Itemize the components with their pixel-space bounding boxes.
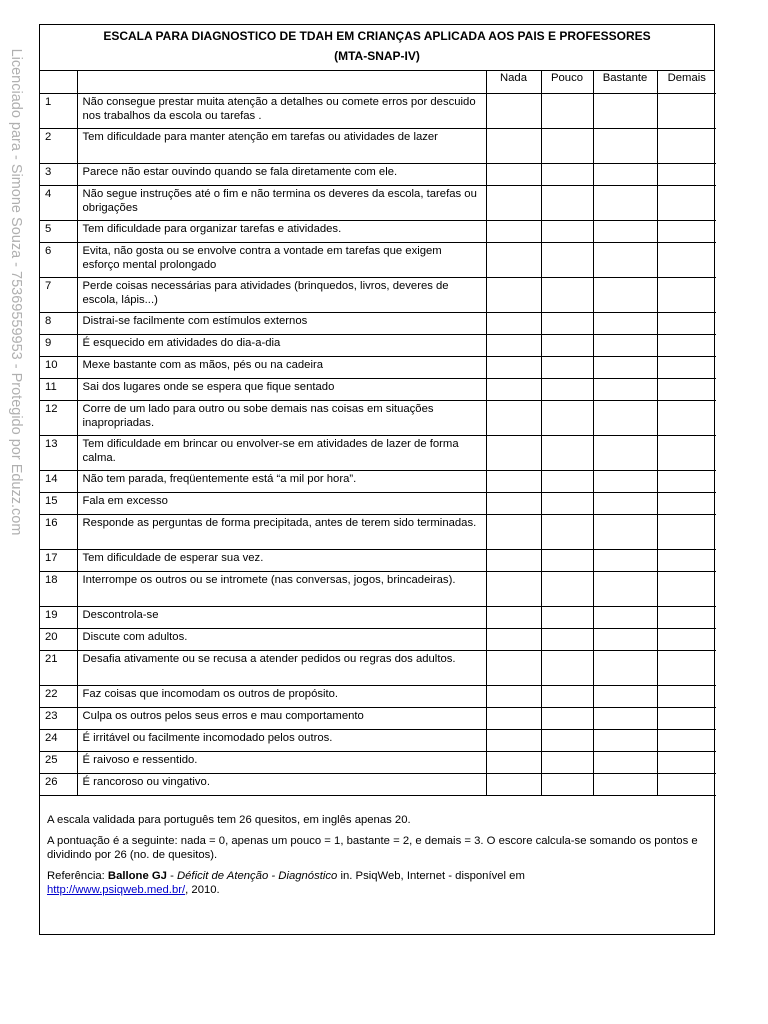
item-question: É rancoroso ou vingativo. — [77, 773, 486, 795]
item-number: 5 — [40, 220, 77, 242]
answer-cell-bastante[interactable] — [593, 312, 657, 334]
answer-cell-bastante[interactable] — [593, 729, 657, 751]
answer-cell-pouco[interactable] — [541, 707, 593, 729]
item-question: Discute com adultos. — [77, 628, 486, 650]
answer-cell-nada[interactable] — [486, 242, 541, 277]
answer-cell-demais[interactable] — [657, 128, 716, 163]
answer-cell-nada[interactable] — [486, 729, 541, 751]
answer-cell-nada[interactable] — [486, 93, 541, 128]
answer-cell-bastante[interactable] — [593, 220, 657, 242]
item-question: Culpa os outros pelos seus erros e mau comportamento — [77, 707, 486, 729]
answer-cell-bastante[interactable] — [593, 773, 657, 795]
answer-cell-bastante[interactable] — [593, 751, 657, 773]
table-row — [40, 650, 716, 685]
answer-cell-demais[interactable] — [657, 220, 716, 242]
answer-cell-bastante[interactable] — [593, 277, 657, 312]
item-number: 13 — [40, 435, 77, 470]
answer-cell-demais[interactable] — [657, 163, 716, 185]
answer-cell-pouco[interactable] — [541, 549, 593, 571]
item-question: Não consegue prestar muita atenção a detalhes ou comete erros por descuido nos trabalhos da escola ou tarefas . — [77, 93, 486, 128]
table-row — [40, 707, 716, 729]
table-row — [40, 93, 716, 128]
answer-cell-demais[interactable] — [657, 549, 716, 571]
item-number: 8 — [40, 312, 77, 334]
answer-cell-pouco[interactable] — [541, 93, 593, 128]
answer-cell-nada[interactable] — [486, 606, 541, 628]
reference-link[interactable]: http://www.psiqweb.med.br/ — [47, 883, 186, 896]
answer-cell-pouco[interactable] — [541, 470, 593, 492]
answer-cell-pouco[interactable] — [541, 185, 593, 220]
answer-cell-pouco[interactable] — [541, 242, 593, 277]
item-question: Evita, não gosta ou se envolve contra a vontade em tarefas que exigem esforço mental prolongado — [77, 242, 486, 277]
table-row — [40, 163, 716, 185]
answer-cell-bastante[interactable] — [593, 492, 657, 514]
note-reference — [47, 870, 707, 897]
item-number: 9 — [40, 334, 77, 356]
table-row — [40, 378, 716, 400]
item-number: 12 — [40, 400, 77, 435]
item-number: 20 — [40, 628, 77, 650]
answer-cell-bastante[interactable] — [593, 435, 657, 470]
item-question: É irritável ou facilmente incomodado pelos outros. — [77, 729, 486, 751]
table-row — [40, 185, 716, 220]
item-number: 6 — [40, 242, 77, 277]
answer-cell-bastante[interactable] — [593, 93, 657, 128]
answer-cell-bastante[interactable] — [593, 650, 657, 685]
item-question: É esquecido em atividades do dia-a-dia — [77, 334, 486, 356]
answer-cell-nada[interactable] — [486, 492, 541, 514]
table-row — [40, 628, 716, 650]
item-question: Descontrola-se — [77, 606, 486, 628]
table-row — [40, 277, 716, 312]
answer-cell-pouco[interactable] — [541, 685, 593, 707]
questionnaire-table — [40, 71, 716, 796]
header-nada: Nada — [486, 71, 541, 93]
item-number: 2 — [40, 128, 77, 163]
header-pouco: Pouco — [541, 71, 593, 93]
answer-cell-demais[interactable] — [657, 751, 716, 773]
table-row — [40, 400, 716, 435]
item-question: Tem dificuldade para organizar tarefas e atividades. — [77, 220, 486, 242]
answer-cell-demais[interactable] — [657, 729, 716, 751]
answer-cell-nada[interactable] — [486, 773, 541, 795]
answer-cell-nada[interactable] — [486, 571, 541, 606]
answer-cell-pouco[interactable] — [541, 277, 593, 312]
answer-cell-pouco[interactable] — [541, 606, 593, 628]
item-question: Tem dificuldade para manter atenção em tarefas ou atividades de lazer — [77, 128, 486, 163]
answer-cell-demais[interactable] — [657, 277, 716, 312]
ref-separator: - — [166, 870, 177, 882]
header-question-cell — [77, 71, 486, 93]
item-question: Mexe bastante com as mãos, pés ou na cadeira — [77, 356, 486, 378]
answer-cell-nada[interactable] — [486, 356, 541, 378]
item-number: 1 — [40, 93, 77, 128]
item-question: É raivoso e ressentido. — [77, 751, 486, 773]
answer-cell-bastante[interactable] — [593, 685, 657, 707]
answer-cell-pouco[interactable] — [541, 751, 593, 773]
answer-cell-demais[interactable] — [657, 628, 716, 650]
answer-cell-demais[interactable] — [657, 571, 716, 606]
answer-cell-bastante[interactable] — [593, 334, 657, 356]
answer-cell-bastante[interactable] — [593, 707, 657, 729]
table-row — [40, 571, 716, 606]
item-question: Não segue instruções até o fim e não termina os deveres da escola, tarefas ou obrigações — [77, 185, 486, 220]
answer-cell-demais[interactable] — [657, 312, 716, 334]
answer-cell-pouco[interactable] — [541, 334, 593, 356]
answer-cell-pouco[interactable] — [541, 729, 593, 751]
answer-cell-pouco[interactable] — [541, 650, 593, 685]
answer-cell-bastante[interactable] — [593, 356, 657, 378]
answer-cell-demais[interactable] — [657, 514, 716, 549]
item-question: Responde as perguntas de forma precipitada, antes de terem sido terminadas. — [77, 514, 486, 549]
item-number: 3 — [40, 163, 77, 185]
answer-cell-nada[interactable] — [486, 549, 541, 571]
table-row — [40, 685, 716, 707]
answer-cell-bastante[interactable] — [593, 514, 657, 549]
answer-cell-pouco[interactable] — [541, 773, 593, 795]
document-title — [40, 25, 714, 71]
document-sheet — [39, 24, 715, 935]
answer-cell-nada[interactable] — [486, 128, 541, 163]
header-bastante: Bastante — [593, 71, 657, 93]
answer-cell-demais[interactable] — [657, 185, 716, 220]
table-row — [40, 606, 716, 628]
item-number: 14 — [40, 470, 77, 492]
item-question: Tem dificuldade de esperar sua vez. — [77, 549, 486, 571]
watermark: Licenciado para - Simone Souza - 75369559953 - Protegido por Eduzz.com — [8, 48, 24, 536]
answer-cell-demais[interactable] — [657, 606, 716, 628]
item-question: Corre de um lado para outro ou sobe demais nas coisas em situações inapropriadas. — [77, 400, 486, 435]
answer-cell-bastante[interactable] — [593, 378, 657, 400]
table-row — [40, 312, 716, 334]
answer-cell-bastante[interactable] — [593, 185, 657, 220]
answer-cell-bastante[interactable] — [593, 400, 657, 435]
item-number: 17 — [40, 549, 77, 571]
item-number: 26 — [40, 773, 77, 795]
answer-cell-pouco[interactable] — [541, 628, 593, 650]
item-number: 11 — [40, 378, 77, 400]
ref-author: Ballone GJ — [107, 870, 167, 882]
header-demais: Demais — [657, 71, 716, 93]
answer-cell-bastante[interactable] — [593, 628, 657, 650]
answer-cell-demais[interactable] — [657, 773, 716, 795]
answer-cell-nada[interactable] — [486, 220, 541, 242]
answer-cell-bastante[interactable] — [593, 242, 657, 277]
ref-year: , 2010. — [185, 883, 220, 896]
item-question: Faz coisas que incomodam os outros de propósito. — [77, 685, 486, 707]
answer-cell-bastante[interactable] — [593, 128, 657, 163]
answer-cell-pouco[interactable] — [541, 220, 593, 242]
answer-cell-bastante[interactable] — [593, 549, 657, 571]
item-number: 24 — [40, 729, 77, 751]
answer-cell-nada[interactable] — [486, 514, 541, 549]
answer-cell-demais[interactable] — [657, 334, 716, 356]
ref-title: Déficit de Atenção - Diagnóstico — [176, 870, 338, 882]
answer-cell-nada[interactable] — [486, 312, 541, 334]
table-row — [40, 242, 716, 277]
table-row — [40, 356, 716, 378]
table-row — [40, 470, 716, 492]
table-row — [40, 334, 716, 356]
answer-cell-pouco[interactable] — [541, 400, 593, 435]
answer-cell-nada[interactable] — [486, 277, 541, 312]
note-scoring: A pontuação é a seguinte: nada = 0, apenas um pouco = 1, bastante = 2, e demais = 3. O escore calcula-se somando os pontos e dividindo por 26 (no. de quesitos). — [47, 835, 698, 861]
answer-cell-nada[interactable] — [486, 650, 541, 685]
answer-cell-nada[interactable] — [486, 334, 541, 356]
answer-cell-nada[interactable] — [486, 378, 541, 400]
answer-cell-demais[interactable] — [657, 470, 716, 492]
answer-cell-nada[interactable] — [486, 435, 541, 470]
item-question: Parece não estar ouvindo quando se fala diretamente com ele. — [77, 163, 486, 185]
answer-cell-pouco[interactable] — [541, 435, 593, 470]
item-number: 19 — [40, 606, 77, 628]
answer-cell-pouco[interactable] — [541, 312, 593, 334]
answer-cell-demais[interactable] — [657, 356, 716, 378]
answer-cell-demais[interactable] — [657, 93, 716, 128]
item-question: Distrai-se facilmente com estímulos externos — [77, 312, 486, 334]
answer-cell-demais[interactable] — [657, 650, 716, 685]
answer-cell-demais[interactable] — [657, 492, 716, 514]
answer-cell-pouco[interactable] — [541, 514, 593, 549]
answer-cell-nada[interactable] — [486, 685, 541, 707]
answer-cell-nada[interactable] — [486, 751, 541, 773]
item-number: 15 — [40, 492, 77, 514]
item-number: 22 — [40, 685, 77, 707]
answer-cell-nada[interactable] — [486, 707, 541, 729]
answer-cell-bastante[interactable] — [593, 606, 657, 628]
answer-cell-nada[interactable] — [486, 628, 541, 650]
answer-cell-nada[interactable] — [486, 163, 541, 185]
answer-cell-demais[interactable] — [657, 400, 716, 435]
item-number: 4 — [40, 185, 77, 220]
title-line-2: (MTA-SNAP-IV) — [334, 49, 420, 63]
item-number: 16 — [40, 514, 77, 549]
table-row — [40, 220, 716, 242]
answer-cell-demais[interactable] — [657, 378, 716, 400]
answer-cell-bastante[interactable] — [593, 163, 657, 185]
item-question: Fala em excesso — [77, 492, 486, 514]
ref-rest: in. PsiqWeb, Internet - disponível em — [337, 870, 525, 882]
answer-cell-pouco[interactable] — [541, 378, 593, 400]
item-number: 21 — [40, 650, 77, 685]
notes-section — [40, 796, 714, 898]
table-row — [40, 729, 716, 751]
item-number: 7 — [40, 277, 77, 312]
ref-label: Referência: — [47, 870, 108, 882]
table-row — [40, 751, 716, 773]
item-question: Interrompe os outros ou se intromete (nas conversas, jogos, brincadeiras). — [77, 571, 486, 606]
item-question: Sai dos lugares onde se espera que fique sentado — [77, 378, 486, 400]
table-row — [40, 128, 716, 163]
item-number: 23 — [40, 707, 77, 729]
answer-cell-pouco[interactable] — [541, 492, 593, 514]
item-question: Tem dificuldade em brincar ou envolver-se em atividades de lazer de forma calma. — [77, 435, 486, 470]
item-question: Perde coisas necessárias para atividades (brinquedos, livros, deveres de escola, lápis...) — [77, 277, 486, 312]
item-number: 10 — [40, 356, 77, 378]
answer-cell-pouco[interactable] — [541, 571, 593, 606]
note-validation: A escala validada para português tem 26 quesitos, em inglês apenas 20. — [47, 813, 411, 826]
table-row — [40, 773, 716, 795]
table-row — [40, 435, 716, 470]
answer-cell-pouco[interactable] — [541, 128, 593, 163]
header-number-cell — [40, 71, 77, 93]
answer-cell-nada[interactable] — [486, 400, 541, 435]
answer-cell-pouco[interactable] — [541, 356, 593, 378]
answer-cell-pouco[interactable] — [541, 163, 593, 185]
table-row — [40, 514, 716, 549]
answer-cell-demais[interactable] — [657, 242, 716, 277]
answer-cell-demais[interactable] — [657, 707, 716, 729]
table-header-row — [40, 71, 716, 93]
item-number: 25 — [40, 751, 77, 773]
answer-cell-demais[interactable] — [657, 685, 716, 707]
table-row — [40, 492, 716, 514]
table-row — [40, 549, 716, 571]
answer-cell-bastante[interactable] — [593, 470, 657, 492]
item-question: Não tem parada, freqüentemente está “a mil por hora”. — [77, 470, 486, 492]
item-number: 18 — [40, 571, 77, 606]
answer-cell-demais[interactable] — [657, 435, 716, 470]
answer-cell-nada[interactable] — [486, 470, 541, 492]
title-line-1: ESCALA PARA DIAGNOSTICO DE TDAH EM CRIANÇAS APLICADA AOS PAIS E PROFESSORES — [103, 29, 651, 43]
answer-cell-nada[interactable] — [486, 185, 541, 220]
answer-cell-bastante[interactable] — [593, 571, 657, 606]
item-question: Desafia ativamente ou se recusa a atender pedidos ou regras dos adultos. — [77, 650, 486, 685]
